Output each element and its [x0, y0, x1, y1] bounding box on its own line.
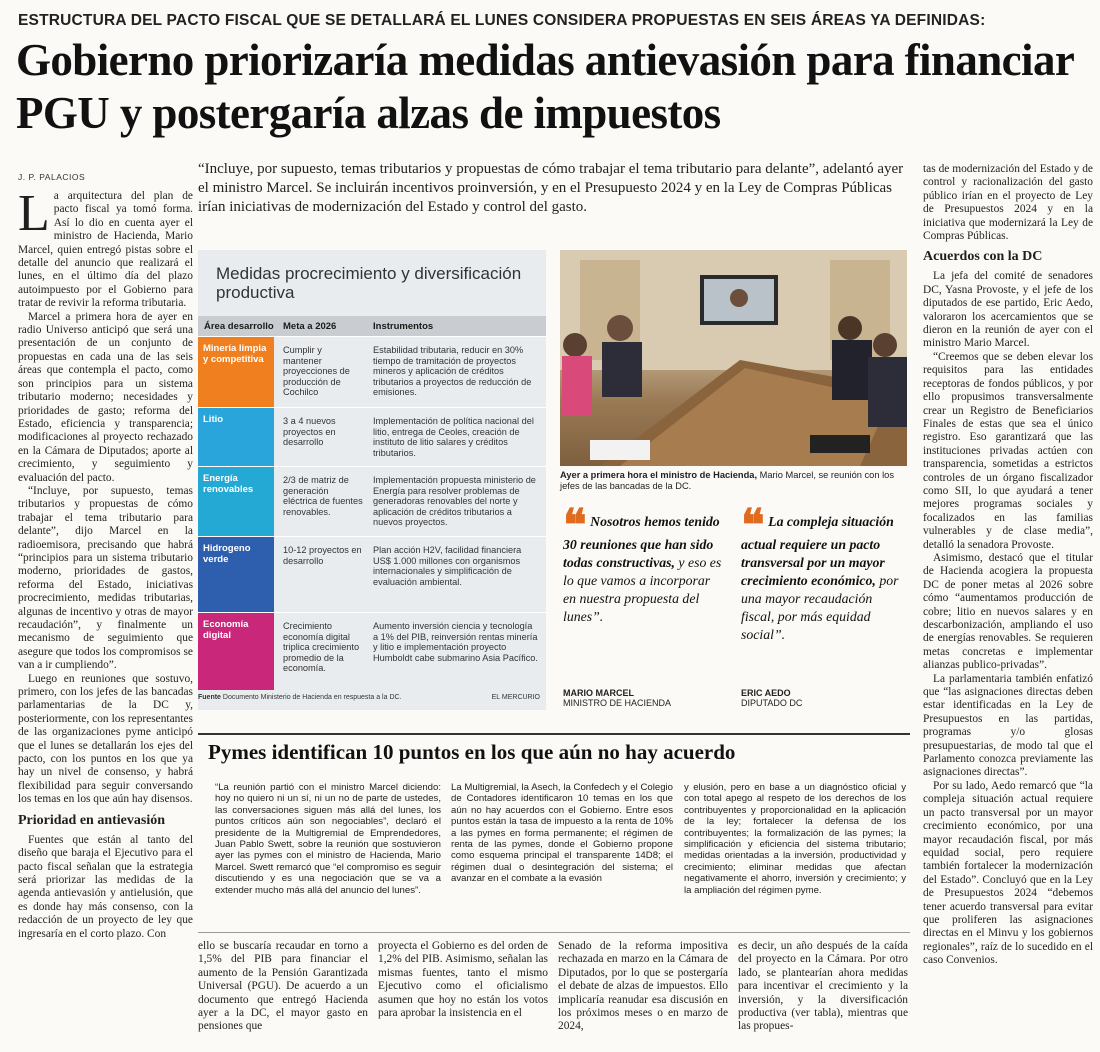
table-header-cell: Instrumentos: [373, 321, 434, 332]
table-infographic: [198, 250, 546, 710]
paragraph: La jefa del comité de senadores DC, Yasna Provoste, y el jefe de los diputados de ese partido, Eric Aedo, valoraron los acercamientos que se dieron en la reunión de ayer con el ministro Mario Marcel.: [923, 270, 1093, 350]
table-meta-cell: 2/3 de matriz de generación eléctrica de fuentes renovables.: [283, 475, 363, 517]
paragraph: Asimismo, destacó que el titular de Hacienda acogiera la propuesta DC de poner metas al 2026 sobre cómo “aumentamos producción de cobre; litio en nuevos salares y en descarbonización, ampliando el uso de energías renovables. Se requieren metas concretas e implementar alianzas publico-privadas”.: [923, 551, 1093, 672]
table-meta-cell: 3 a 4 nuevos proyectos en desarrollo: [283, 416, 336, 448]
paragraph: Por su lado, Aedo remarcó que “la compleja situación actual requiere un pacto transversal por un mayor crecimiento económico, por una mayor recaudación fiscal, por más equidad social, pero requiere también fortalecer la modernización del Estado”. Concluyó que en la Ley de Presupuestos 2024 “debemos tener acuerdo transversal para evitar que proliferen las asignaciones directas en el Minvu y los gobiernos regionales”, raíz de lo sucedido en el caso Convenios.: [923, 779, 1093, 967]
table-header-cell: Área desarrollo: [204, 321, 274, 332]
table-area-cell: Hidrogeno verde: [198, 537, 274, 612]
table-instrument-cell: Plan acción H2V, facilidad financiera US$ 1.000 millones con organismos internacionales y simplificación de evaluación ambiental.: [373, 545, 522, 587]
table-area-cell: Litio: [198, 408, 274, 466]
paragraph: “Creemos que se deben elevar los requisitos para las entidades receptoras de fondos públicos, y por ello propusimos transversalmente crear un Registro de Beneficiarios Finales de estas que sea el único registro. Eso garantizará que las instituciones privadas actúen con transparencia, sometidas a estrictos controles de un órgano fiscalizador como SII, lo que ayudará a tener mejores programas sociales y focalizados en las familias vulnerables y de clase media”, detalló la senadora Provoste.: [923, 350, 1093, 551]
table-row: [198, 407, 546, 466]
quote-name: ERIC AEDO: [741, 688, 791, 698]
table-instrument-cell: Implementación de política nacional del litio, entrega de Ceoles, creación de instituto de litio salares y créditos tributarios.: [373, 416, 534, 458]
paragraph: La parlamentaria también enfatizó que “las asignaciones directas deben estar identificadas en la Ley de Presupuestos en las partidas, programas y/o glosas presupuestarias, de modo tal que el Parlamento conozca previamente las asignaciones directas”.: [923, 672, 1093, 779]
table-row: [198, 536, 546, 612]
meeting-photo: [560, 250, 907, 466]
quote-bold: Nosotros hemos tenido 30 reuniones que han sido todas constructivas,: [563, 514, 720, 570]
paragraph: Luego en reuniones que sostuvo, primero, con los jefes de las bancadas parlamentarias de la DC y, posteriormente, con los representantes de las organizaciones pyme anticipó que el lunes se detallarán los ejes del pacto, con los puntos en los que ya hay un nivel de consenso, y habrá flexibilidad para seguir conversando los temas en los que aún hay disensos.: [18, 672, 193, 806]
column-3: proyecta el Gobierno es del orden de 1,2% del PIB. Asimismo, señalan las mismas fuentes, tanto el mismo Ejecutivo como el oficialismo asumen que hoy no están los votos para aprobar la insistencia en el: [378, 940, 548, 1020]
pull-quote-aedo: [741, 501, 907, 644]
box-bottom-rule: [198, 932, 910, 933]
quote-name: MARIO MARCEL: [563, 688, 634, 698]
paragraph: Fuentes que están al tanto del diseño que baraja el Ejecutivo para el pacto fiscal señalan que la estrategia será priorizar las medidas de la agenda antievasión y antielusión, que es donde hay más consenso, con la redacción de un proyecto de ley que ingresaría en el corto plazo. Con: [18, 833, 193, 940]
sidebar-headline: Pymes identifican 10 puntos en los que aún no hay acuerdo: [208, 740, 736, 764]
table-area-cell: Minería limpia y competitiva: [198, 337, 274, 407]
column-right: [923, 163, 1093, 1048]
quote-attribution: [563, 688, 671, 708]
dropcap: L: [18, 190, 50, 242]
credit: EL MERCURIO: [491, 694, 540, 701]
source-label: Fuente: [198, 694, 221, 701]
quote-bold: La compleja situación actual requiere un pacto transversal por un mayor crecimiento económico,: [741, 514, 894, 588]
byline: J. P. PALACIOS: [18, 172, 86, 182]
source-text: Documento Ministerio de Hacienda en respuesta a la DC.: [222, 694, 402, 701]
box-rule: [198, 733, 910, 735]
pull-quote-marcel: [563, 501, 726, 626]
quote-attribution: [741, 688, 802, 708]
paragraph: tas de modernización del Estado y de control y racionalización del gasto público irían en el proyecto de Ley de Presupuestos 2024 y en la iniciativa que modernizará la Ley de Compras Públicas.: [923, 163, 1093, 243]
table-instrument-cell: Implementación propuesta ministerio de Energía para resolver problemas de generadoras renovables del norte y aplicación de créditos tributarios a nuevos proyectos.: [373, 475, 536, 528]
section-heading: Acuerdos con la DC: [923, 249, 1043, 265]
paragraph: Marcel a primera hora de ayer en radio Universo anticipó que será una presentación de un conjunto de propuestas en cada una de las seis áreas que contempla el pacto, como son principios para un sistema tributario moderno; necesidades y prioridades de gasto; reforma del Estado, eficiencia y transparencia; modificaciones al proyecto rechazado en la Cámara de Diputados; aporte al crecimiento, y seguimiento y evaluación del pacto.: [18, 310, 193, 484]
quote-mark-icon: ❝: [741, 501, 765, 550]
table-title: Medidas procrecimiento y diversificación productiva: [216, 264, 522, 302]
table-header-cell: Meta a 2026: [283, 321, 337, 332]
caption-bold: Ayer a primera hora el ministro de Hacienda,: [560, 470, 758, 480]
column-2: ello se buscaría recaudar en torno a 1,5% del PIB para financiar el aumento de la Pensión Garantizada Universal (PGU). De acuerdo a un documento que entregó Hacienda ayer a la DC, el mayor gasto en pensiones que: [198, 940, 368, 1033]
table-row: [198, 336, 546, 407]
lede: “Incluye, por supuesto, temas tributarios y propuestas de cómo trabajar el tema tributario para delante”, adelantó ayer el ministro Marcel. Se incluirán incentivos proinversión, y en el Presupuesto 2024 y en la Ley de Compras Públicas irían iniciativas de modernización del Estado y control del gasto.: [198, 161, 904, 215]
paragraph: “Incluye, por supuesto, temas tributarios y propuestas de cómo trabajar el tema tributario para delante”, dijo Marcel en la radioemisora, precisando que habrá “principios para un sistema tributario moderno, prioridades de gastos, reforma del Estado, iniciativas procrecimiento, medidas tributarias, algunas de incentivo y otras de mayor recaudación”, y finalmente un mecanismo de seguimiento que asegure que todos los compromisos se van a ir cumpliendo”.: [18, 484, 193, 672]
caption-text: Mario Marcel, se reunión con los jefes de las bancadas de la DC.: [560, 470, 894, 491]
table-row: [198, 466, 546, 536]
quote-role: MINISTRO DE HACIENDA: [563, 698, 672, 708]
table-meta-cell: Cumplir y mantener proyecciones de producción de Cochilco: [283, 345, 350, 398]
table-instrument-cell: Estabilidad tributaria, reducir en 30% tiempo de tramitación de proyectos mineros y aplicación de créditos tributarios a proyectos de reducción de emisiones.: [373, 345, 532, 398]
headline: Gobierno priorizaría medidas antievasión para financiar PGU y postergaría alzas de impuestos: [16, 35, 1074, 138]
column-1: [18, 190, 193, 1050]
section-heading: Prioridad en antievasión: [18, 812, 166, 828]
quote-mark-icon: ❝: [563, 501, 587, 550]
table-row: [198, 612, 546, 690]
column-4: Senado de la reforma impositiva rechazada en marzo en la Cámara de Diputados, por lo que se postergaría el debate de alzas de impuestos. Ello implicaría reanudar esa discusión en los próximos meses o en marzo de 2024,: [558, 940, 728, 1033]
photo-caption: [560, 470, 907, 492]
table-instrument-cell: Aumento inversión ciencia y tecnología a 1% del PIB, reinversión rentas minería y litio e implementación proyecto Humboldt cabe submarino Asia Pacífico.: [373, 621, 538, 663]
quote-tail: por una mayor recaudación fiscal, por más equidad social”.: [741, 573, 899, 642]
paragraph: a arquitectura del plan de pacto fiscal ya tomó forma. Así lo dio en cuenta ayer el ministro de Hacienda, Mario Marcel, quien entregó pistas sobre el detalle del anuncio que realizará el lunes, en el último día del plazo autoimpuesto por el Gobierno para tratar de revivir la reforma tributaria.: [18, 190, 193, 310]
quote-tail: y eso es lo que vamos a incorporar en nuestra propuesta del lunes”.: [563, 555, 722, 624]
table-meta-cell: Crecimiento economía digital triplica crecimiento promedio de la economía.: [283, 621, 360, 674]
table-area-cell: Energía renovables: [198, 467, 274, 536]
table-header: [198, 316, 546, 336]
sidebar-column: La Multigremial, la Asech, la Confedech y el Colegio de Contadores identificaron 10 temas en los que aún no hay acuerdos con el Gobierno. Entre esos puntos están la tasa de impuesto a la renta de 10% a las pymes en forma permanente; el régimen de renta de las pymes, donde el Gobierno propone como esquema principal el transparente 14D8; el régimen dual o desintegración del sistema; el avanzar en el combate a la evasión: [451, 782, 673, 885]
quote-role: DIPUTADO DC: [741, 698, 803, 708]
kicker: ESTRUCTURA DEL PACTO FISCAL QUE SE DETALLARÁ EL LUNES CONSIDERA PROPUESTAS EN SEIS ÁREAS YA DEFINIDAS:: [18, 12, 986, 29]
sidebar-column: y elusión, pero en base a un diagnóstico oficial y con total apego al respeto de los derechos de los contribuyentes y proporcionalidad en la aplicación de la ley; fortalecer la defensa de los contribuyentes; la formalización de las pymes; la simplificación y eficiencia del sistema tributario; medidas orientadas a la inversión, productividad y crecimiento; eliminar medidas que afectan negativamente el ahorro, inversión y crecimiento; y la ampliación del régimen pyme.: [684, 782, 906, 896]
column-5: es decir, un año después de la caída del proyecto en la Cámara. Por otro lado, se plantearían ahora medidas para incentivar el crecimiento y la inversión, y la diversificación productiva (ver tabla), mientras que las propues-: [738, 940, 908, 1033]
table-footer: [198, 694, 546, 701]
table-area-cell: Economía digital: [198, 613, 274, 690]
meeting-photo-illustration: [560, 250, 907, 466]
table-meta-cell: 10-12 proyectos en desarrollo: [283, 545, 362, 566]
sidebar-column: “La reunión partió con el ministro Marcel diciendo: hoy no quiero ni un sí, ni un no de parte de ustedes, las conversaciones siguen más allá del lunes, los puntos críticos aún son negociables”, declaró el presidente de la Multigremial de Emprendedores, Juan Pablo Swett, sobre la reunión que sostuvieron ayer las pymes con el ministro de Hacienda, Mario Marcel. Swett remarcó que “el compromiso es seguir discutiendo y es una negociación que se va a extender mucho más allá del anuncio del lunes”.: [215, 782, 441, 896]
